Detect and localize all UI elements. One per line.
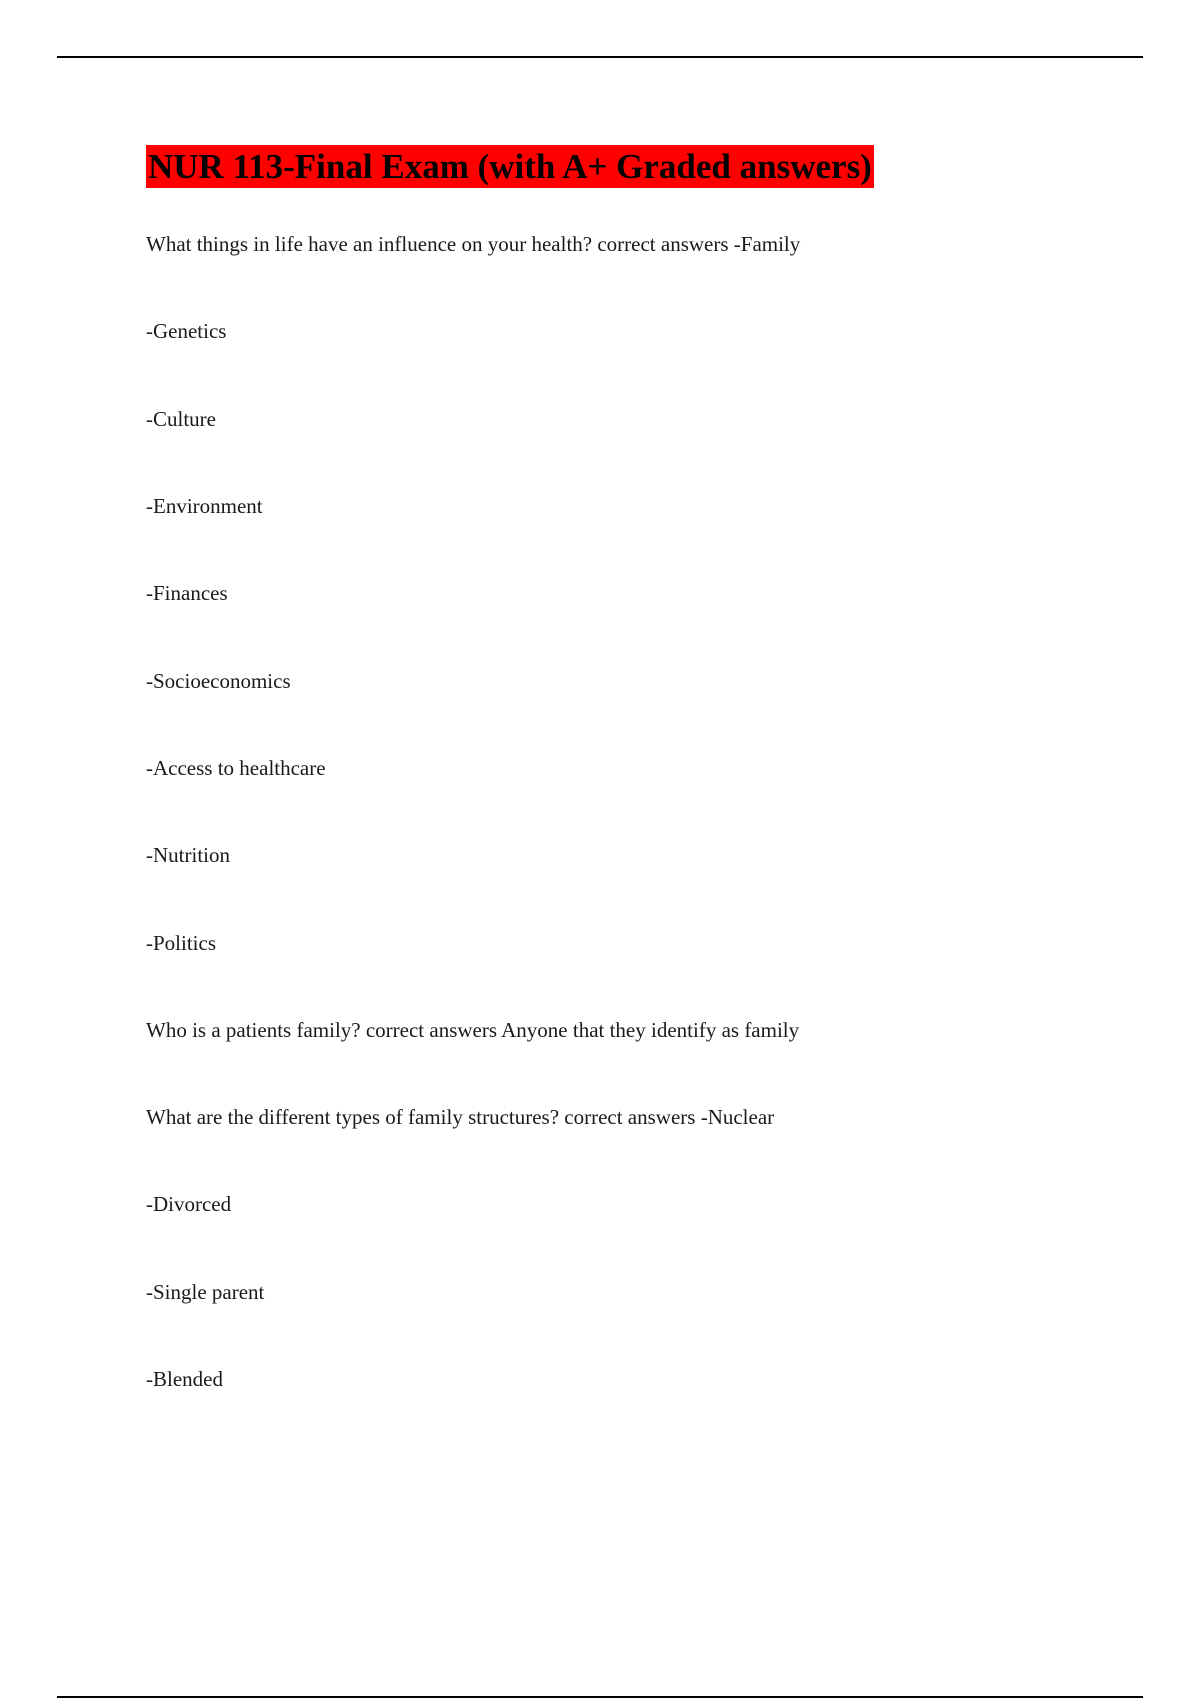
answer-line: -Divorced: [146, 1192, 232, 1216]
answer-line: -Culture: [146, 407, 216, 431]
answer-line: -Politics: [146, 931, 217, 955]
answer-line: -Access to healthcare: [146, 756, 326, 780]
answer-line: -Environment: [146, 494, 263, 518]
document-title: NUR 113-Final Exam (with A+ Graded answers): [148, 147, 872, 186]
question-line: What things in life have an influence on your health? correct answers -Family: [146, 232, 801, 256]
answer-line: -Nutrition: [146, 843, 230, 867]
answer-line: -Socioeconomics: [146, 669, 291, 693]
question-line: What are the different types of family structures? correct answers -Nuclear: [146, 1105, 775, 1129]
header-rule: [57, 56, 1143, 58]
answer-line: -Single parent: [146, 1280, 265, 1304]
answer-line: -Genetics: [146, 319, 227, 343]
answer-line: -Finances: [146, 581, 228, 605]
answer-line: -Blended: [146, 1367, 223, 1391]
footer-rule: [57, 1696, 1143, 1698]
question-line: Who is a patients family? correct answers Anyone that they identify as family: [146, 1018, 800, 1042]
